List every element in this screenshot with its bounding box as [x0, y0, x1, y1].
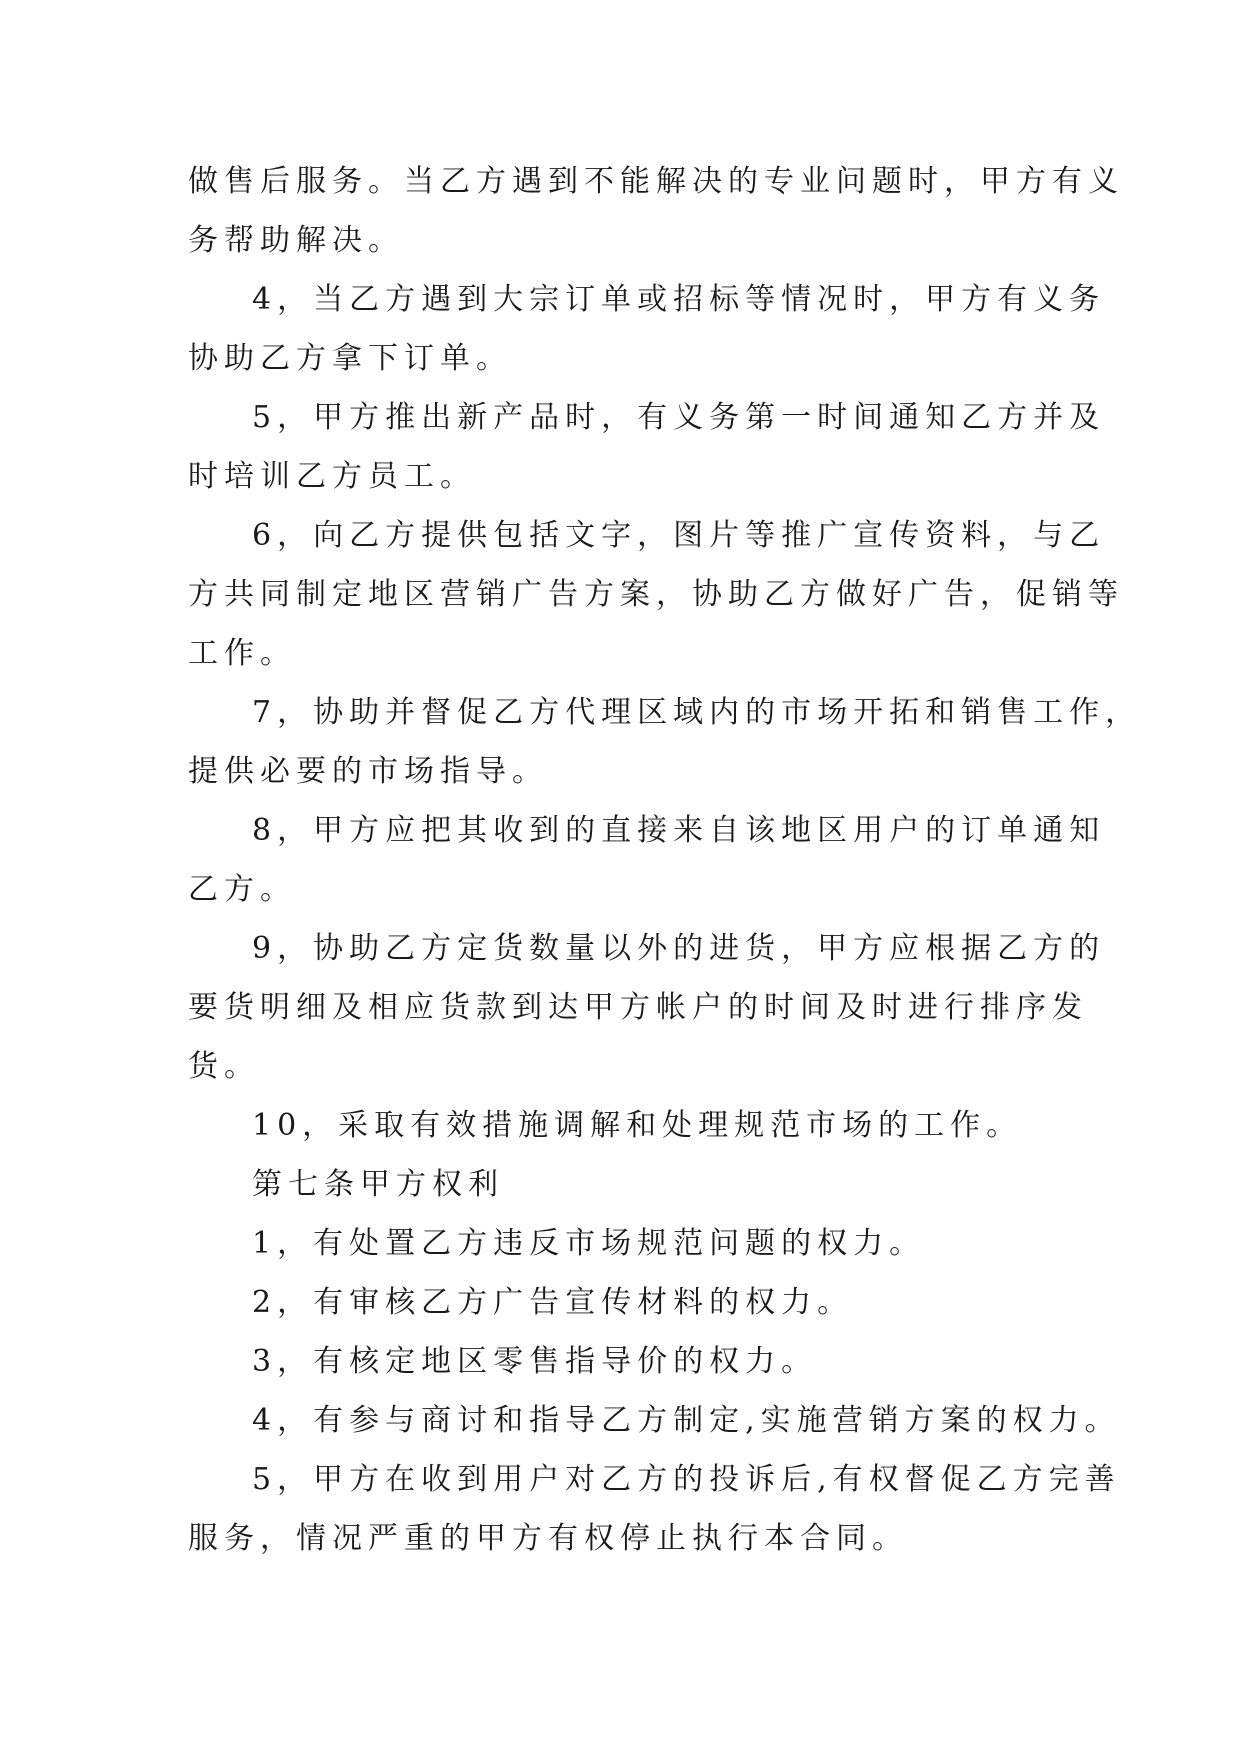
text-line: 3，有核定地区零售指导价的权力。: [252, 1344, 818, 1379]
text-line: 时培训乙方员工。: [188, 459, 476, 494]
text-line: 5，甲方推出新产品时，有义务第一时间通知乙方并及: [252, 400, 1106, 435]
text-line: 9，协助乙方定货数量以外的进货，甲方应根据乙方的: [252, 931, 1106, 966]
text-line: 协助乙方拿下订单。: [188, 341, 512, 376]
text-line: 方共同制定地区营销广告方案，协助乙方做好广告，促销等: [188, 577, 1124, 612]
text-line: 要货明细及相应货款到达甲方帐户的时间及时进行排序发: [188, 990, 1088, 1025]
text-line: 工作。: [188, 636, 296, 671]
text-line: 7，协助并督促乙方代理区域内的市场开拓和销售工作，: [252, 695, 1142, 730]
text-line: 乙方。: [188, 872, 296, 907]
text-line: 8，甲方应把其收到的直接来自该地区用户的订单通知: [252, 813, 1106, 848]
text-line: 2，有审核乙方广告宣传材料的权力。: [252, 1285, 854, 1320]
text-line: 4，有参与商讨和指导乙方制定,实施营销方案的权力。: [252, 1403, 1121, 1438]
document-body: [188, 152, 1142, 1568]
text-line: 6，向乙方提供包括文字，图片等推广宣传资料，与乙: [252, 518, 1106, 553]
text-line: 服务，情况严重的甲方有权停止执行本合同。: [188, 1521, 908, 1556]
text-line: 提供必要的市场指导。: [188, 754, 548, 789]
text-line: 做售后服务。当乙方遇到不能解决的专业问题时，甲方有义: [188, 164, 1124, 199]
text-line: 10，采取有效措施调解和处理规范市场的工作。: [252, 1108, 1023, 1143]
text-line: 5，甲方在收到用户对乙方的投诉后,有权督促乙方完善: [252, 1462, 1121, 1497]
text-line: 1，有处置乙方违反市场规范问题的权力。: [252, 1226, 926, 1261]
text-line: 4，当乙方遇到大宗订单或招标等情况时，甲方有义务: [252, 282, 1106, 317]
section-heading: 第七条甲方权利: [252, 1167, 504, 1202]
text-line: 货。: [188, 1049, 260, 1084]
text-line: 务帮助解决。: [188, 223, 404, 258]
